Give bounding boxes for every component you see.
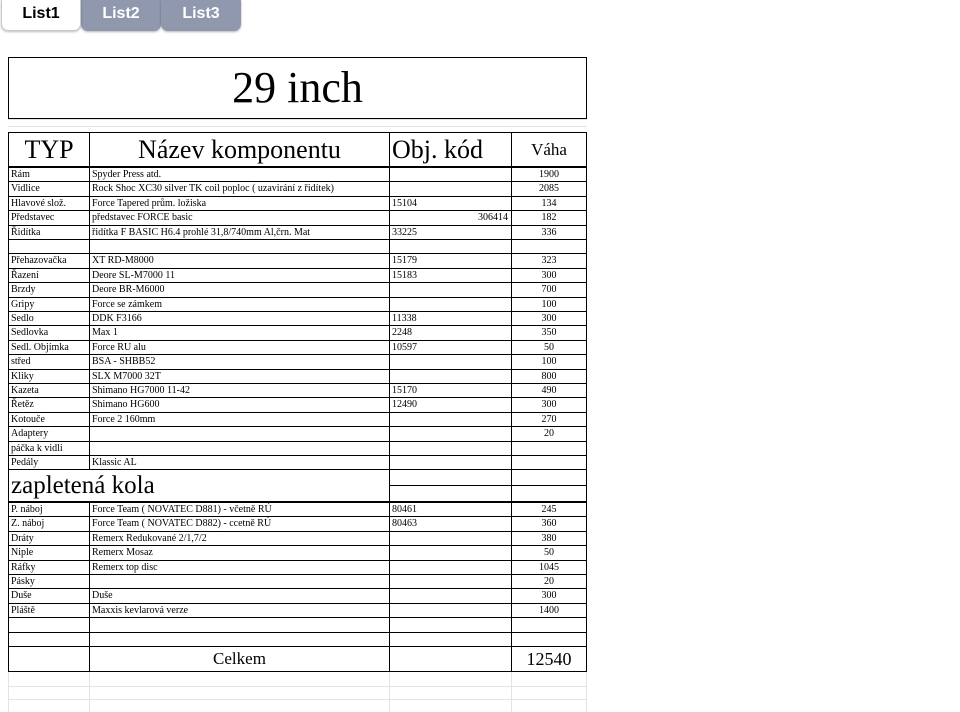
cell-code: 15170 bbox=[389, 383, 512, 398]
cell-name: představec FORCE basic bbox=[89, 210, 390, 225]
cell-code bbox=[389, 297, 512, 312]
tab-list3[interactable]: List3 bbox=[161, 0, 241, 31]
cell-weight: 50 bbox=[511, 545, 587, 560]
cell-weight: 360 bbox=[511, 516, 587, 531]
cell-typ: Řazení bbox=[8, 268, 90, 283]
cell-name: Remerx top disc bbox=[89, 560, 390, 575]
cell-typ: Sedl. Objímka bbox=[8, 340, 90, 355]
cell-code: 15183 bbox=[389, 268, 512, 283]
header-name: Název komponentu bbox=[89, 132, 390, 167]
cell-typ bbox=[8, 239, 90, 254]
header-code: Obj. kód bbox=[389, 132, 512, 167]
gridline bbox=[89, 672, 90, 712]
cell-name: Maxxis kevlarová verze bbox=[89, 603, 390, 618]
cell-name: Remerx Redukované 2/1,7/2 bbox=[89, 531, 390, 546]
cell-typ: Kazeta bbox=[8, 383, 90, 398]
cell bbox=[389, 485, 512, 502]
cell-typ: Vidlice bbox=[8, 181, 90, 196]
cell-code bbox=[389, 588, 512, 603]
cell-name: Deore SL-M7000 11 bbox=[89, 268, 390, 283]
cell-weight: 300 bbox=[511, 588, 587, 603]
cell-weight: 270 bbox=[511, 412, 587, 427]
cell-typ: Niple bbox=[8, 545, 90, 560]
cell-weight bbox=[511, 617, 587, 632]
sheet-title: 29 inch bbox=[8, 57, 587, 119]
cell-typ: Pásky bbox=[8, 574, 90, 589]
cell-code bbox=[389, 167, 512, 182]
header-typ: TYP bbox=[8, 132, 90, 167]
cell-code: 11338 bbox=[389, 311, 512, 326]
cell-weight: 380 bbox=[511, 531, 587, 546]
gridline bbox=[8, 672, 9, 712]
cell-code bbox=[389, 545, 512, 560]
cell bbox=[389, 469, 512, 486]
cell-name: Max 1 bbox=[89, 325, 390, 340]
cell-code: 2248 bbox=[389, 325, 512, 340]
total-label: Celkem bbox=[89, 646, 390, 672]
gridline bbox=[8, 699, 587, 700]
cell bbox=[511, 485, 587, 502]
cell-typ: Brzdy bbox=[8, 282, 90, 297]
cell-typ: Pedály bbox=[8, 455, 90, 470]
gridline bbox=[8, 119, 587, 120]
cell-name: Klassic AL bbox=[89, 455, 390, 470]
cell-typ bbox=[8, 632, 90, 647]
cell-code: 15179 bbox=[389, 253, 512, 268]
gridline bbox=[586, 672, 587, 712]
gridline bbox=[389, 672, 390, 712]
cell-code bbox=[389, 282, 512, 297]
cell-weight bbox=[511, 239, 587, 254]
cell-name: řidítka F BASIC H6.4 prohlé 31,8/740mm Al,črn. Mat bbox=[89, 225, 390, 240]
cell-code: 80461 bbox=[389, 502, 512, 517]
cell-typ: Přehazovačka bbox=[8, 253, 90, 268]
cell-typ bbox=[8, 617, 90, 632]
cell-name: Deore BR-M6000 bbox=[89, 282, 390, 297]
cell-weight bbox=[511, 632, 587, 647]
cell-typ: Dráty bbox=[8, 531, 90, 546]
cell-code bbox=[389, 354, 512, 369]
cell-code: 15104 bbox=[389, 196, 512, 211]
cell-name: Force 2 160mm bbox=[89, 412, 390, 427]
cell-code bbox=[389, 412, 512, 427]
cell-typ: Sedlo bbox=[8, 311, 90, 326]
cell-code bbox=[389, 239, 512, 254]
cell-weight: 800 bbox=[511, 369, 587, 384]
cell-name: Force Team ( NOVATEC D882) - ccetně RÚ bbox=[89, 516, 390, 531]
cell-weight: 1400 bbox=[511, 603, 587, 618]
cell-weight: 1900 bbox=[511, 167, 587, 182]
tab-list1[interactable]: List1 bbox=[1, 0, 81, 31]
cell-code bbox=[389, 210, 512, 225]
cell-typ: Kotouče bbox=[8, 412, 90, 427]
cell-code: 12490 bbox=[389, 397, 512, 412]
cell-typ: Adaptery bbox=[8, 426, 90, 441]
cell-weight: 300 bbox=[511, 268, 587, 283]
cell-code: 33225 bbox=[389, 225, 512, 240]
header-weight: Váha bbox=[511, 132, 587, 167]
tab-list2[interactable]: List2 bbox=[81, 0, 161, 31]
cell-weight: 2085 bbox=[511, 181, 587, 196]
cell-name: Shimano HG7000 11-42 bbox=[89, 383, 390, 398]
cell-code: 80463 bbox=[389, 516, 512, 531]
cell-code bbox=[389, 531, 512, 546]
cell-weight: 300 bbox=[511, 397, 587, 412]
cell-code bbox=[389, 441, 512, 456]
cell-name bbox=[89, 632, 390, 647]
cell-name: BSA - SHBB52 bbox=[89, 354, 390, 369]
cell-typ: Duše bbox=[8, 588, 90, 603]
total-value: 12540 bbox=[511, 646, 587, 672]
cell-weight: 1045 bbox=[511, 560, 587, 575]
cell-weight: 336 bbox=[511, 225, 587, 240]
cell-name: DDK F3166 bbox=[89, 311, 390, 326]
cell bbox=[511, 469, 587, 486]
cell-typ: páčka k vidli bbox=[8, 441, 90, 456]
cell-weight: 700 bbox=[511, 282, 587, 297]
cell-code bbox=[389, 617, 512, 632]
cell-code bbox=[389, 603, 512, 618]
cell-weight: 490 bbox=[511, 383, 587, 398]
cell-typ: Představec bbox=[8, 210, 90, 225]
cell-code bbox=[389, 632, 512, 647]
cell-typ: Pláště bbox=[8, 603, 90, 618]
cell-name: Force Tapered prům. ložiska bbox=[89, 196, 390, 211]
cell-typ: Řetěz bbox=[8, 397, 90, 412]
cell-weight bbox=[511, 441, 587, 456]
cell-weight: 300 bbox=[511, 311, 587, 326]
cell-typ: Gripy bbox=[8, 297, 90, 312]
cell-weight: 50 bbox=[511, 340, 587, 355]
cell-code bbox=[389, 181, 512, 196]
total-row-empty bbox=[389, 646, 512, 672]
cell-name: Rock Shoc XC30 silver TK coil poploc ( uzavirání z řidítek) bbox=[89, 181, 390, 196]
cell-extra-number: 306414 bbox=[478, 212, 508, 224]
cell-weight: 100 bbox=[511, 297, 587, 312]
cell-name: Shimano HG600 bbox=[89, 397, 390, 412]
gridline bbox=[8, 126, 587, 127]
cell-typ: Z. náboj bbox=[8, 516, 90, 531]
cell-typ: Hlavové slož. bbox=[8, 196, 90, 211]
cell-weight: 323 bbox=[511, 253, 587, 268]
cell-weight: 20 bbox=[511, 426, 587, 441]
gridline bbox=[511, 672, 512, 712]
cell-typ: střed bbox=[8, 354, 90, 369]
cell-name bbox=[89, 617, 390, 632]
cell-code bbox=[389, 560, 512, 575]
cell-name bbox=[89, 574, 390, 589]
cell-name: SLX M7000 32T bbox=[89, 369, 390, 384]
cell-weight: 182 bbox=[511, 210, 587, 225]
cell-typ: Řidítka bbox=[8, 225, 90, 240]
cell-name: Spyder Press atd. bbox=[89, 167, 390, 182]
cell-weight: 350 bbox=[511, 325, 587, 340]
cell-name: Remerx Mosaz bbox=[89, 545, 390, 560]
cell-name: Duše bbox=[89, 588, 390, 603]
cell-name: XT RD-M8000 bbox=[89, 253, 390, 268]
cell-weight: 20 bbox=[511, 574, 587, 589]
cell-weight: 245 bbox=[511, 502, 587, 517]
section-wheels-title: zapletená kola bbox=[8, 469, 390, 502]
cell-typ: Rám bbox=[8, 167, 90, 182]
cell-name: Force Team ( NOVATEC D881) - včetně RÚ bbox=[89, 502, 390, 517]
cell-name bbox=[89, 426, 390, 441]
cell-name bbox=[89, 441, 390, 456]
cell-typ: Kliky bbox=[8, 369, 90, 384]
cell-code bbox=[389, 574, 512, 589]
cell-typ: Ráfky bbox=[8, 560, 90, 575]
cell-name: Force se zámkem bbox=[89, 297, 390, 312]
cell-weight: 134 bbox=[511, 196, 587, 211]
cell-typ: Sedlovka bbox=[8, 325, 90, 340]
cell-code: 10597 bbox=[389, 340, 512, 355]
total-row-empty bbox=[8, 646, 90, 672]
cell-name bbox=[89, 239, 390, 254]
cell-typ: P. náboj bbox=[8, 502, 90, 517]
cell-name: Force RU alu bbox=[89, 340, 390, 355]
gridline bbox=[8, 686, 587, 687]
cell-code bbox=[389, 426, 512, 441]
cell-weight: 100 bbox=[511, 354, 587, 369]
cell-code bbox=[389, 369, 512, 384]
